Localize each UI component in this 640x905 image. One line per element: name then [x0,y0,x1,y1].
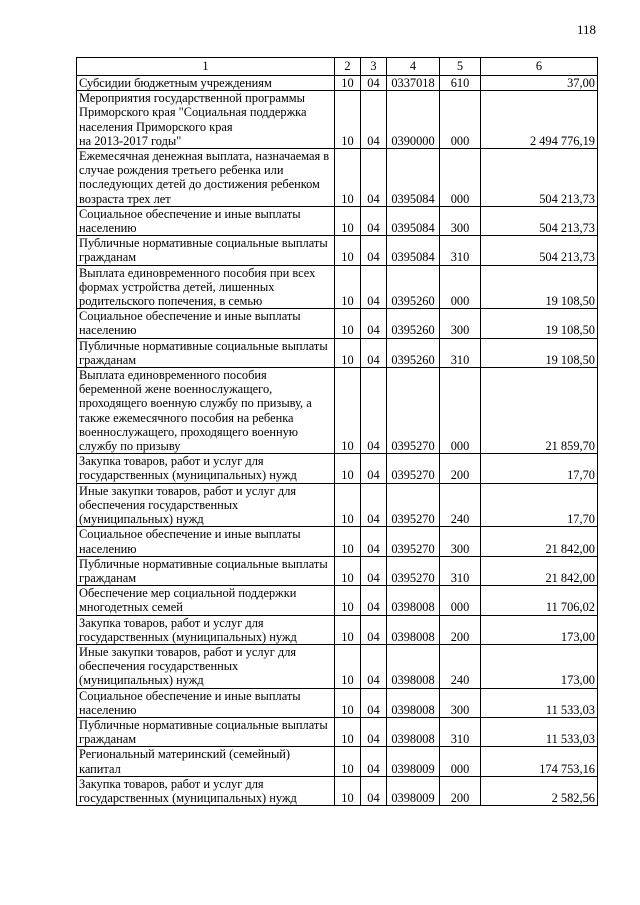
amount-cell: 19 108,50 [481,338,598,367]
target-article-cell: 0390000 [387,91,440,149]
target-article-cell: 0395084 [387,206,440,235]
target-article-cell: 0398008 [387,644,440,688]
amount-cell: 2 494 776,19 [481,91,598,149]
table-row [77,91,598,149]
section-code-cell: 10 [335,688,361,717]
table-row [77,615,598,644]
section-code-cell: 10 [335,776,361,805]
amount-cell: 11 533,03 [481,688,598,717]
subsection-code-cell: 04 [361,454,387,483]
amount-cell: 11 706,02 [481,586,598,615]
row-name-cell: Закупка товаров, работ и услуг для государственных (муниципальных) нужд [77,615,335,644]
column-header: 2 [335,58,361,76]
amount-cell: 21 842,00 [481,556,598,585]
expense-type-cell: 310 [440,717,481,746]
table-row [77,527,598,556]
amount-cell: 504 213,73 [481,149,598,207]
section-code-cell: 10 [335,206,361,235]
section-code-cell: 10 [335,615,361,644]
subsection-code-cell: 04 [361,688,387,717]
table-body [77,76,598,806]
expense-type-cell: 200 [440,776,481,805]
subsection-code-cell: 04 [361,615,387,644]
row-name-cell: Социальное обеспечение и иные выплаты населению [77,309,335,338]
subsection-code-cell: 04 [361,338,387,367]
section-code-cell: 10 [335,236,361,265]
section-code-cell: 10 [335,586,361,615]
expense-type-cell: 000 [440,91,481,149]
section-code-cell: 10 [335,368,361,454]
table-row [77,206,598,235]
table-row [77,644,598,688]
table-row [77,309,598,338]
subsection-code-cell: 04 [361,483,387,527]
subsection-code-cell: 04 [361,206,387,235]
table-header-row [77,58,598,76]
amount-cell: 21 859,70 [481,368,598,454]
table-row [77,556,598,585]
amount-cell: 19 108,50 [481,265,598,309]
target-article-cell: 0395260 [387,338,440,367]
row-name-cell: Закупка товаров, работ и услуг для государственных (муниципальных) нужд [77,454,335,483]
row-name-cell: Социальное обеспечение и иные выплаты населению [77,527,335,556]
subsection-code-cell: 04 [361,527,387,556]
target-article-cell: 0398009 [387,747,440,776]
row-name-cell: Социальное обеспечение и иные выплаты населению [77,688,335,717]
target-article-cell: 0395270 [387,556,440,585]
expense-type-cell: 240 [440,644,481,688]
expense-type-cell: 310 [440,236,481,265]
column-header: 3 [361,58,387,76]
subsection-code-cell: 04 [361,368,387,454]
expense-type-cell: 300 [440,309,481,338]
amount-cell: 2 582,56 [481,776,598,805]
amount-cell: 504 213,73 [481,206,598,235]
amount-cell: 173,00 [481,615,598,644]
expense-type-cell: 000 [440,265,481,309]
row-name-cell: Социальное обеспечение и иные выплаты населению [77,206,335,235]
target-article-cell: 0395270 [387,454,440,483]
amount-cell: 17,70 [481,454,598,483]
column-header: 5 [440,58,481,76]
target-article-cell: 0395084 [387,236,440,265]
target-article-cell: 0398008 [387,615,440,644]
table-row [77,776,598,805]
section-code-cell: 10 [335,483,361,527]
amount-cell: 17,70 [481,483,598,527]
subsection-code-cell: 04 [361,236,387,265]
section-code-cell: 10 [335,338,361,367]
expense-type-cell: 200 [440,615,481,644]
section-code-cell: 10 [335,149,361,207]
section-code-cell: 10 [335,644,361,688]
subsection-code-cell: 04 [361,91,387,149]
column-header: 4 [387,58,440,76]
section-code-cell: 10 [335,76,361,91]
row-name-cell: Иные закупки товаров, работ и услуг для обеспечения государственных (муниципальных) нужд [77,644,335,688]
amount-cell: 504 213,73 [481,236,598,265]
row-name-cell: Публичные нормативные социальные выплаты гражданам [77,236,335,265]
expense-type-cell: 310 [440,338,481,367]
target-article-cell: 0398009 [387,776,440,805]
page-number: 118 [576,22,596,37]
table-row [77,338,598,367]
subsection-code-cell: 04 [361,309,387,338]
amount-cell: 21 842,00 [481,527,598,556]
amount-cell: 174 753,16 [481,747,598,776]
row-name-cell: Субсидии бюджетным учреждениям [77,76,335,91]
budget-table [76,57,598,806]
target-article-cell: 0398008 [387,586,440,615]
expense-type-cell: 000 [440,149,481,207]
table-row [77,586,598,615]
amount-cell: 11 533,03 [481,717,598,746]
row-name-cell: Публичные нормативные социальные выплаты гражданам [77,338,335,367]
section-code-cell: 10 [335,556,361,585]
section-code-cell: 10 [335,309,361,338]
section-code-cell: 10 [335,717,361,746]
table-row [77,265,598,309]
section-code-cell: 10 [335,91,361,149]
table-row [77,368,598,454]
subsection-code-cell: 04 [361,717,387,746]
section-code-cell: 10 [335,265,361,309]
amount-cell: 173,00 [481,644,598,688]
table-row [77,688,598,717]
subsection-code-cell: 04 [361,556,387,585]
expense-type-cell: 300 [440,527,481,556]
row-name-cell: Выплата единовременного пособия беременной жене военнослужащего, проходящего военную службу по призыву, а также ежемесячного пособия на ребенка военнослужащего, проходящего военную службу по призыву [77,368,335,454]
subsection-code-cell: 04 [361,747,387,776]
section-code-cell: 10 [335,527,361,556]
section-code-cell: 10 [335,454,361,483]
subsection-code-cell: 04 [361,149,387,207]
subsection-code-cell: 04 [361,265,387,309]
subsection-code-cell: 04 [361,776,387,805]
target-article-cell: 0395084 [387,149,440,207]
column-header: 1 [77,58,335,76]
target-article-cell: 0395260 [387,265,440,309]
expense-type-cell: 200 [440,454,481,483]
row-name-cell: Выплата единовременного пособия при всех формах устройства детей, лишенных родительского попечения, в семью [77,265,335,309]
row-name-cell: Ежемесячная денежная выплата, назначаемая в случае рождения третьего ребенка или последующих детей до достижения ребенком возраста трех лет [77,149,335,207]
table-row [77,236,598,265]
target-article-cell: 0398008 [387,717,440,746]
row-name-cell: Закупка товаров, работ и услуг для государственных (муниципальных) нужд [77,776,335,805]
target-article-cell: 0395270 [387,368,440,454]
expense-type-cell: 300 [440,688,481,717]
expense-type-cell: 610 [440,76,481,91]
target-article-cell: 0395260 [387,309,440,338]
expense-type-cell: 000 [440,747,481,776]
row-name-cell: Иные закупки товаров, работ и услуг для обеспечения государственных (муниципальных) нужд [77,483,335,527]
target-article-cell: 0398008 [387,688,440,717]
amount-cell: 37,00 [481,76,598,91]
column-header: 6 [481,58,598,76]
expense-type-cell: 310 [440,556,481,585]
table-row [77,483,598,527]
row-name-cell: Обеспечение мер социальной поддержки многодетных семей [77,586,335,615]
expense-type-cell: 000 [440,586,481,615]
row-name-cell: Региональный материнский (семейный) капитал [77,747,335,776]
section-code-cell: 10 [335,747,361,776]
expense-type-cell: 000 [440,368,481,454]
table-row [77,747,598,776]
amount-cell: 19 108,50 [481,309,598,338]
subsection-code-cell: 04 [361,76,387,91]
table-row [77,454,598,483]
table-row [77,149,598,207]
row-name-cell: Мероприятия государственной программы Приморского края "Социальная поддержка населения Приморского края на 2013-2017 годы" [77,91,335,149]
table-row [77,717,598,746]
row-name-cell: Публичные нормативные социальные выплаты гражданам [77,717,335,746]
subsection-code-cell: 04 [361,586,387,615]
subsection-code-cell: 04 [361,644,387,688]
target-article-cell: 0395270 [387,483,440,527]
target-article-cell: 0395270 [387,527,440,556]
table-row [77,76,598,91]
row-name-cell: Публичные нормативные социальные выплаты гражданам [77,556,335,585]
target-article-cell: 0337018 [387,76,440,91]
expense-type-cell: 240 [440,483,481,527]
expense-type-cell: 300 [440,206,481,235]
